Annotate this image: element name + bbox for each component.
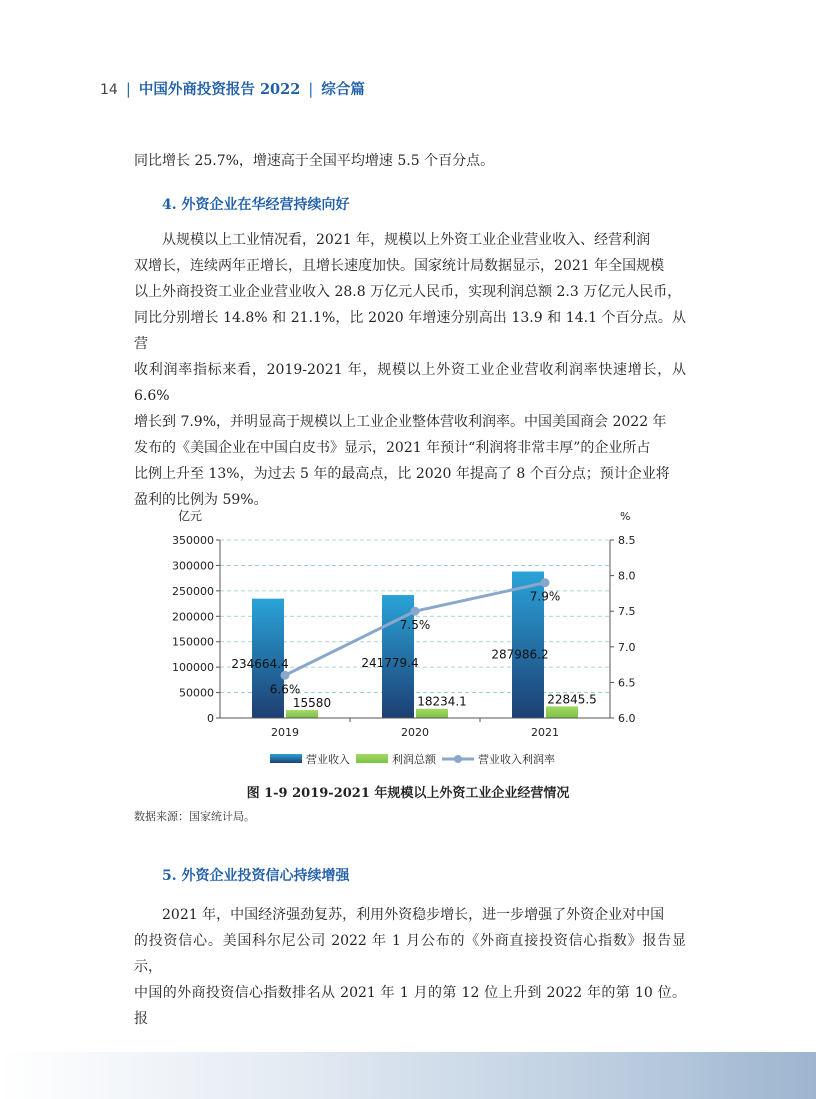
p4-line: 盈利的比例为 59%。 [134,492,268,508]
right-tick-label: 6.5 [618,676,636,690]
page-number: 14 [100,82,118,98]
operating-chart [160,500,660,780]
paragraph-top: 同比增长 25.7%，增速高于全国平均增速 5.5 个百分点。 [134,153,495,169]
right-axis-unit: % [620,510,631,523]
p5-line: 2021 年，中国经济强劲复苏，利用外资稳步增长，进一步增强了外资企业对中国 [162,907,665,923]
revenue-label: 287986.2 [491,647,549,662]
legend-label-profit: 利润总额 [392,753,436,766]
left-axis-unit: 亿元 [178,509,203,523]
legend-swatch-revenue [270,754,302,763]
left-tick-label: 350000 [172,534,214,547]
right-tick-label: 8.5 [618,534,636,547]
legend-swatch-profit [356,754,388,763]
revenue-label: 234664.4 [231,657,289,672]
x-tick-label: 2019 [271,726,299,739]
paragraph-4 [134,227,686,513]
x-tick-label: 2020 [401,726,429,739]
rate-label: 6.6% [269,682,301,697]
rate-point [411,607,420,616]
left-tick-label: 50000 [179,686,214,700]
left-tick-label: 250000 [172,584,214,598]
p4-line: 比例上升至 13%，为过去 5 年的最高点，比 2020 年提高了 8 个百分点；预计企业将 [134,466,670,482]
p4-line: 同比分别增长 14.8% 和 21.1%，比 2020 年增速分别高出 13.9 和 14.1 个百分点。从营 [134,310,686,352]
p5-line: 的投资信心。美国科尔尼公司 2022 年 1 月公布的《外商直接投资信心指数》报告显示， [134,933,686,975]
paragraph-5 [134,902,686,1032]
x-tick-label: 2021 [531,726,559,739]
right-tick-label: 6.0 [618,712,636,725]
p4-line: 发布的《美国企业在中国白皮书》显示，2021 年预计“利润将非常丰厚”的企业所占 [134,440,651,456]
profit-label: 22845.5 [547,692,597,707]
legend-marker-rate [454,755,462,763]
legend-label-rate: 营业收入利润率 [478,753,555,766]
left-tick-label: 300000 [172,559,214,573]
p4-line: 从规模以上工业情况看，2021 年，规模以上外资工业企业营业收入、经营利润 [162,232,651,248]
profit-label: 18234.1 [417,694,467,709]
right-tick-label: 7.5 [618,605,636,619]
left-tick-label: 150000 [172,635,214,649]
heading-4: 4. 外资企业在华经营持续向好 [162,197,350,213]
p4-line: 双增长，连续两年正增长，且增长速度加快。国家统计局数据显示，2021 年全国规模 [134,258,665,274]
p4-line: 以上外商投资工业企业营业收入 28.8 万亿元人民币，实现利润总额 2.3 万亿元人民币， [134,284,682,300]
running-header [100,78,365,100]
data-source: 数据来源：国家统计局。 [134,810,255,823]
profit-label: 15580 [292,696,332,711]
header-separator-2: | [308,80,314,98]
left-tick-label: 100000 [172,661,214,675]
rate-label: 7.9% [529,589,561,604]
heading-5: 5. 外资企业投资信心持续增强 [162,868,350,884]
header-separator: | [125,80,131,98]
profit-bar [546,706,578,718]
p4-line: 增长到 7.9%，并明显高于规模以上工业企业整体营收利润率。中国美国商会 2022 年 [134,414,667,430]
section-title: 综合篇 [321,81,365,98]
book-title: 中国外商投资报告 2022 [138,81,301,98]
rate-label: 7.5% [399,618,431,633]
right-tick-label: 8.0 [618,569,636,583]
profit-bar [286,710,318,718]
right-tick-label: 7.0 [618,640,636,654]
rate-point [281,671,290,680]
legend-label-revenue: 营业收入 [306,753,350,766]
figure-caption: 图 1-9 2019-2021 年规模以上外资工业企业经营情况 [246,786,570,801]
p5-line: 中国的外商投资信心指数排名从 2021 年 1 月的第 12 位上升到 2022 年的第 10 位。报 [134,985,686,1027]
left-tick-label: 200000 [172,610,214,624]
left-tick-label: 0 [207,712,214,725]
profit-bar [416,709,448,718]
rate-point [541,578,550,587]
revenue-label: 241779.4 [361,655,419,670]
footer-band [0,1052,816,1099]
p4-line: 收利润率指标来看，2019-2021 年，规模以上外资工业企业营收利润率快速增长，从 6.6% [134,362,686,404]
